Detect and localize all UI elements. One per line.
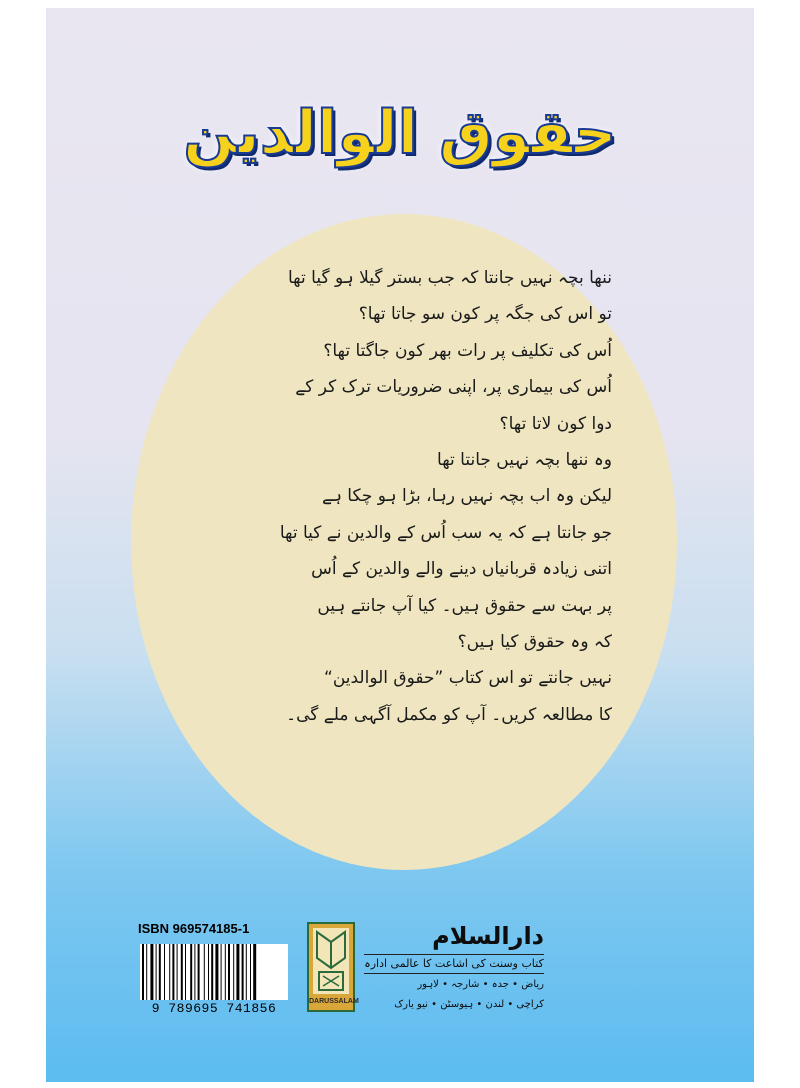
poem-line: پر بہت سے حقوق ہیں۔ کیا آپ جانتے ہیں (317, 595, 612, 616)
publisher-tagline: کتاب وسنت کی اشاعت کا عالمی ادارہ (364, 954, 544, 974)
poem-line: کہ وہ حقوق کیا ہیں؟ (457, 631, 612, 652)
poem-line: اتنی زیادہ قربانیاں دینے والے والدین کے اُس (311, 559, 612, 580)
book-title: حقوق الوالدین (183, 98, 617, 168)
poem-line: اُس کی تکلیف پر رات بھر کون جاگتا تھا؟ (323, 340, 612, 361)
darussalam-logo (307, 922, 359, 1012)
poem-block (196, 260, 612, 733)
poem-line: جو جانتا ہے کہ یہ سب اُس کے والدین نے کیا تھا (279, 522, 612, 543)
barcode-area (138, 920, 290, 1018)
poem-line: ننھا بچہ نہیں جانتا کہ جب بستر گیلا ہو گیا تھا (288, 268, 612, 288)
poem-line: لیکن وہ اب بچہ نہیں رہا، بڑا ہو چکا ہے (321, 486, 612, 507)
book-back-cover (46, 8, 754, 1082)
barcode (140, 944, 288, 1000)
publisher-cities: ریاض • جدہ • شارجہ • لاہور (417, 979, 544, 990)
quran-emblem-icon (313, 928, 349, 994)
publisher-block (364, 920, 544, 1030)
poem-line: کا مطالعہ کریں۔ آپ کو مکمل آگہی ملے گی۔ (286, 704, 612, 725)
poem-line: نہیں جانتے تو اس کتاب ”حقوق الوالدین“ (324, 668, 612, 689)
poem-line: تو اس کی جگہ پر کون سو جاتا تھا؟ (358, 304, 612, 325)
logo-badge-text: DARUSSALAM (309, 998, 359, 1005)
poem-line: دوا کون لاتا تھا؟ (499, 413, 612, 434)
isbn-label: ISBN 969574185-1 (138, 921, 250, 936)
ean-number: 9 789695 741856 (151, 1001, 277, 1016)
publisher-name: دارالسلام (432, 922, 544, 950)
poem-line: وہ ننھا بچہ نہیں جانتا تھا (437, 449, 612, 470)
poem-line: اُس کی بیماری پر، اپنی ضروریات ترک کر کے (295, 377, 612, 398)
publisher-cities: کراچی • لندن • ہیوسٹن • نیو یارک (394, 999, 544, 1010)
barcode-icon (140, 944, 288, 1000)
